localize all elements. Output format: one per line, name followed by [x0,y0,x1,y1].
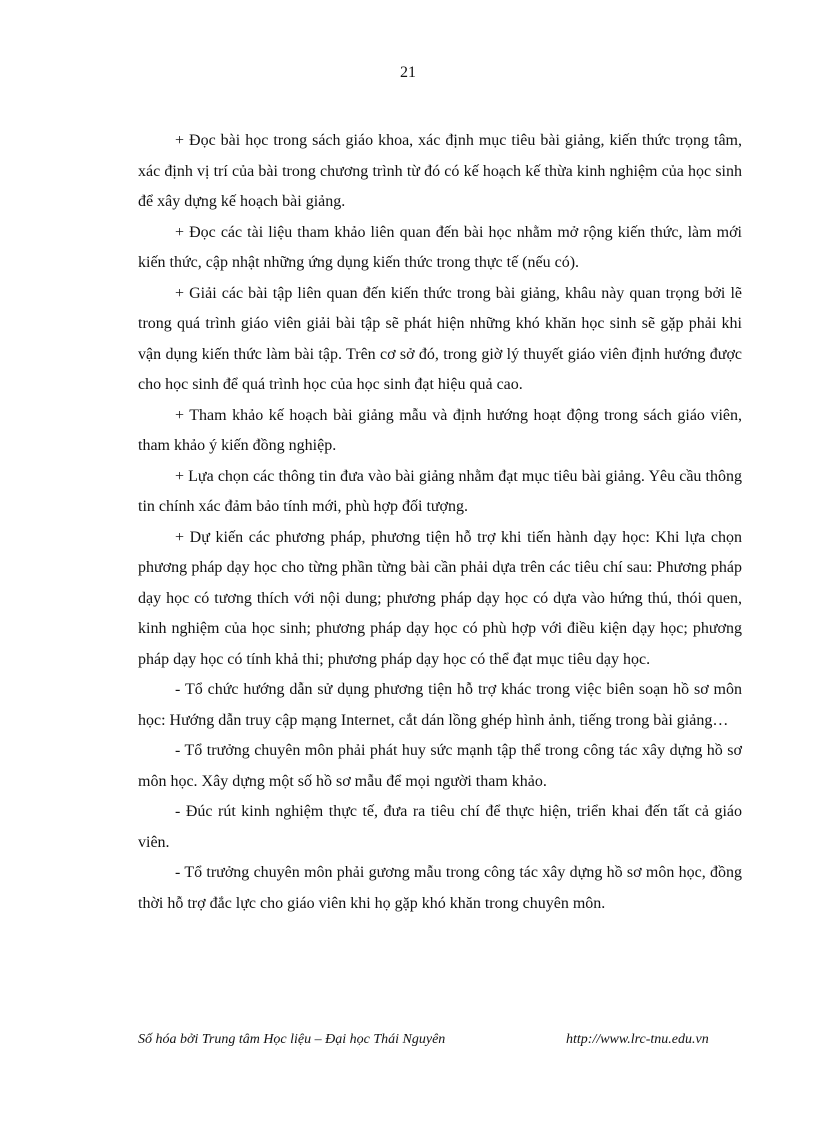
paragraph-3: + Giải các bài tập liên quan đến kiến thức trong bài giảng, khâu này quan trọng bởi lẽ trong quá trình giáo viên giải bài tập sẽ phát hiện những khó khăn học sinh sẽ gặp phải khi vận dụng kiến thức làm bài tập. Trên cơ sở đó, trong giờ lý thuyết giáo viên định hướng được cho học sinh để quá trình học của học sinh đạt hiệu quả cao. [138,284,742,393]
paragraph-8: - Tổ trưởng chuyên môn phải phát huy sức mạnh tập thể trong công tác xây dựng hồ sơ môn học. Xây dựng một số hồ sơ mẫu để mọi người tham khảo. [138,742,742,790]
paragraph-6: + Dự kiến các phương pháp, phương tiện hỗ trợ khi tiến hành dạy học: Khi lựa chọn phương pháp dạy học cho từng phần từng bài cần phải dựa trên các tiêu chí sau: Phương pháp dạy học có tương thích với nội dung; phương pháp dạy học có dựa vào hứng thú, thói quen, kinh nghiệm của học sinh; phương pháp dạy học có phù hợp với điều kiện dạy học; phương pháp dạy học có tính khả thi; phương pháp dạy học có thể đạt mục tiêu dạy học. [138,528,742,668]
paragraph-10: - Tổ trưởng chuyên môn phải gương mẫu trong công tác xây dựng hồ sơ môn học, đồng thời hỗ trợ đắc lực cho giáo viên khi họ gặp khó khăn trong chuyên môn. [138,864,742,912]
footer-digitized-by: Số hóa bởi Trung tâm Học liệu – Đại học Thái Nguyên [138,1032,446,1047]
paragraph-1: + Đọc bài học trong sách giáo khoa, xác định mục tiêu bài giảng, kiến thức trọng tâm, xác định vị trí của bài trong chương trình từ đó có kế hoạch kế thừa kinh nghiệm của học sinh để xây dựng kế hoạch bài giảng. [138,132,742,210]
footer-url-link[interactable]: http://www.lrc-tnu.edu.vn [566,1032,709,1047]
paragraph-7: - Tổ chức hướng dẫn sử dụng phương tiện hỗ trợ khác trong việc biên soạn hồ sơ môn học: Hướng dẫn truy cập mạng Internet, cắt dán lồng ghép hình ảnh, tiếng trong bài giảng… [138,681,742,729]
paragraph-5: + Lựa chọn các thông tin đưa vào bài giảng nhằm đạt mục tiêu bài giảng. Yêu cầu thông tin chính xác đảm bảo tính mới, phù hợp đối tượng. [138,467,742,515]
paragraph-9: - Đúc rút kinh nghiệm thực tế, đưa ra tiêu chí để thực hiện, triển khai đến tất cả giáo viên. [138,803,742,851]
paragraph-2: + Đọc các tài liệu tham khảo liên quan đến bài học nhằm mở rộng kiến thức, làm mới kiến thức, cập nhật những ứng dụng kiến thức trong thực tế (nếu có). [138,223,742,271]
page-body [138,126,742,919]
page-number: 21 [400,64,416,81]
paragraph-4: + Tham khảo kế hoạch bài giảng mẫu và định hướng hoạt động trong sách giáo viên, tham khảo ý kiến đồng nghiệp. [138,406,742,454]
